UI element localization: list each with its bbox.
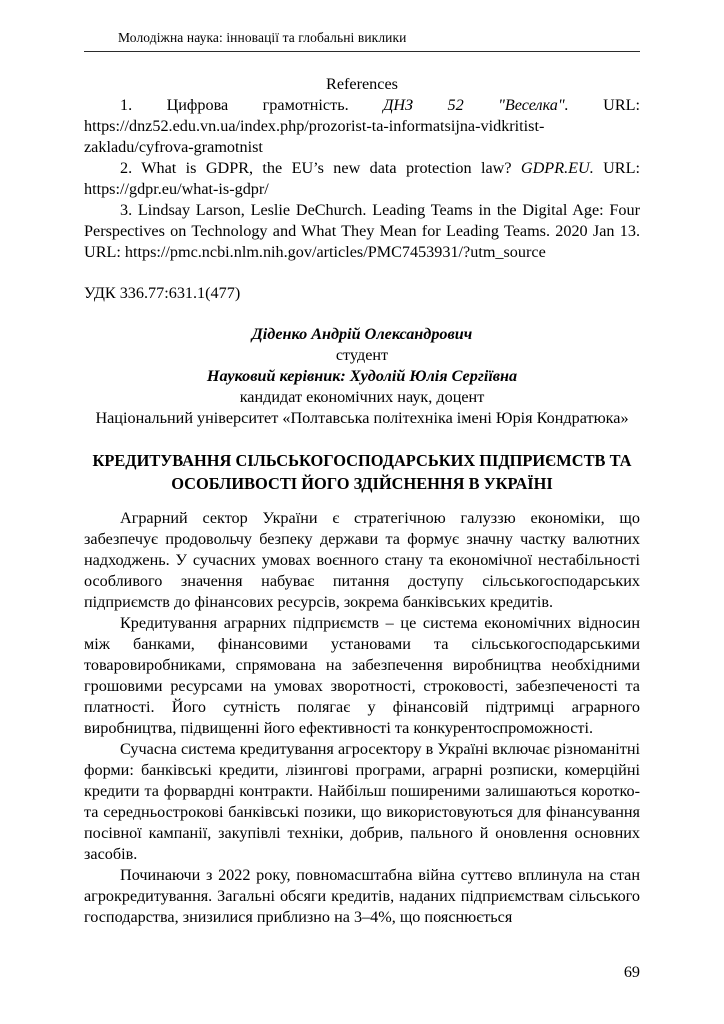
author-block [84, 324, 640, 429]
running-header-rule [84, 30, 640, 52]
reference-item-1 [84, 95, 640, 158]
reference-text: 1. Цифрова грамотність. [120, 96, 384, 114]
supervisor-name: Науковий керівник: Худолій Юлія Сергіївна [206, 367, 518, 385]
running-header: Молодіжна наука: інновації та глобальні виклики [118, 30, 407, 45]
paragraph: Сучасна система кредитування агросектору в Україні включає різноманітні форми: банківські кредити, лізингові програми, аграрні розписки, комерційні кредити та форвардні контракти. Найбільш поширеними залишаються коротко- та середньострокові банківські позики, що використовуються для фінансування посівної кампанії, закупівлі техніки, добрив, пального й оновлення основних засобів. [84, 740, 640, 863]
paragraph: Кредитування аграрних підприємств – це система економічних відносин між банками, фінансовими установами та сільськогосподарськими товаровиробниками, спрямована на забезпечення виробництва необхідними грошовими ресурсами на умовах зворотності, строковості, забезпеченості та платності. Його сутність полягає у фінансовій підтримці аграрного виробництва, підвищенні його ефективності та конкурентоспроможності. [84, 614, 640, 737]
article-body [84, 508, 640, 928]
author-role: студент [335, 346, 389, 364]
reference-text: 2. What is GDPR, the EU’s new data protection law? [120, 159, 521, 177]
article-title: КРЕДИТУВАННЯ СІЛЬСЬКОГОСПОДАРСЬКИХ ПІДПРИЄМСТВ ТА ОСОБЛИВОСТІ ЙОГО ЗДІЙСНЕННЯ В УКРАЇНІ [92, 451, 632, 493]
reference-url: URL: https://dnz52.edu.vn.ua/index.php/prozorist-ta-informatsijna-vidkritist-zakladu/cyfrova-gramotnist [84, 96, 641, 156]
paragraph: Аграрний сектор України є стратегічною галуззю економіки, що забезпечує продовольчу безпеку держави та формує значну частку валютних надходжень. У сучасних умовах воєнного стану та економічної нестабільності особливого значення набуває питання доступу сільськогосподарських підприємств до фінансових ресурсів, зокрема банківських кредитів. [84, 509, 640, 611]
supervisor-degree: кандидат економічних наук, доцент [239, 388, 485, 406]
reference-item-3 [84, 200, 640, 263]
page-number: 69 [623, 963, 640, 981]
university-name: Національний університет «Полтавська політехніка імені Юрія Кондратюка» [95, 409, 629, 427]
reference-text: 3. Lindsay Larson, Leslie DeChurch. Leading Teams in the Digital Age: Four Perspectives on Technology and What They Mean for Leading Teams. 2020 Jan 13. URL: https://pmc.ncbi.nlm.nih.gov/articles/PMC7453931/?utm_source [84, 201, 640, 261]
reference-item-2 [84, 158, 640, 200]
reference-source-italic: GDPR.EU. [520, 159, 594, 177]
author-name: Діденко Андрій Олександрович [251, 325, 473, 343]
paragraph: Починаючи з 2022 року, повномасштабна війна суттєво вплинула на стан агрокредитування. Загальні обсяги кредитів, наданих підприємствам сільського господарства, знизилися приблизно на 3–4%, що пояснюється [84, 866, 640, 926]
udk-code: УДК 336.77:631.1(477) [84, 284, 241, 302]
reference-url: URL: https://gdpr.eu/what-is-gdpr/ [84, 159, 640, 198]
references-heading: References [326, 75, 398, 93]
reference-source-italic: ДНЗ 52 "Веселка". [383, 96, 604, 114]
